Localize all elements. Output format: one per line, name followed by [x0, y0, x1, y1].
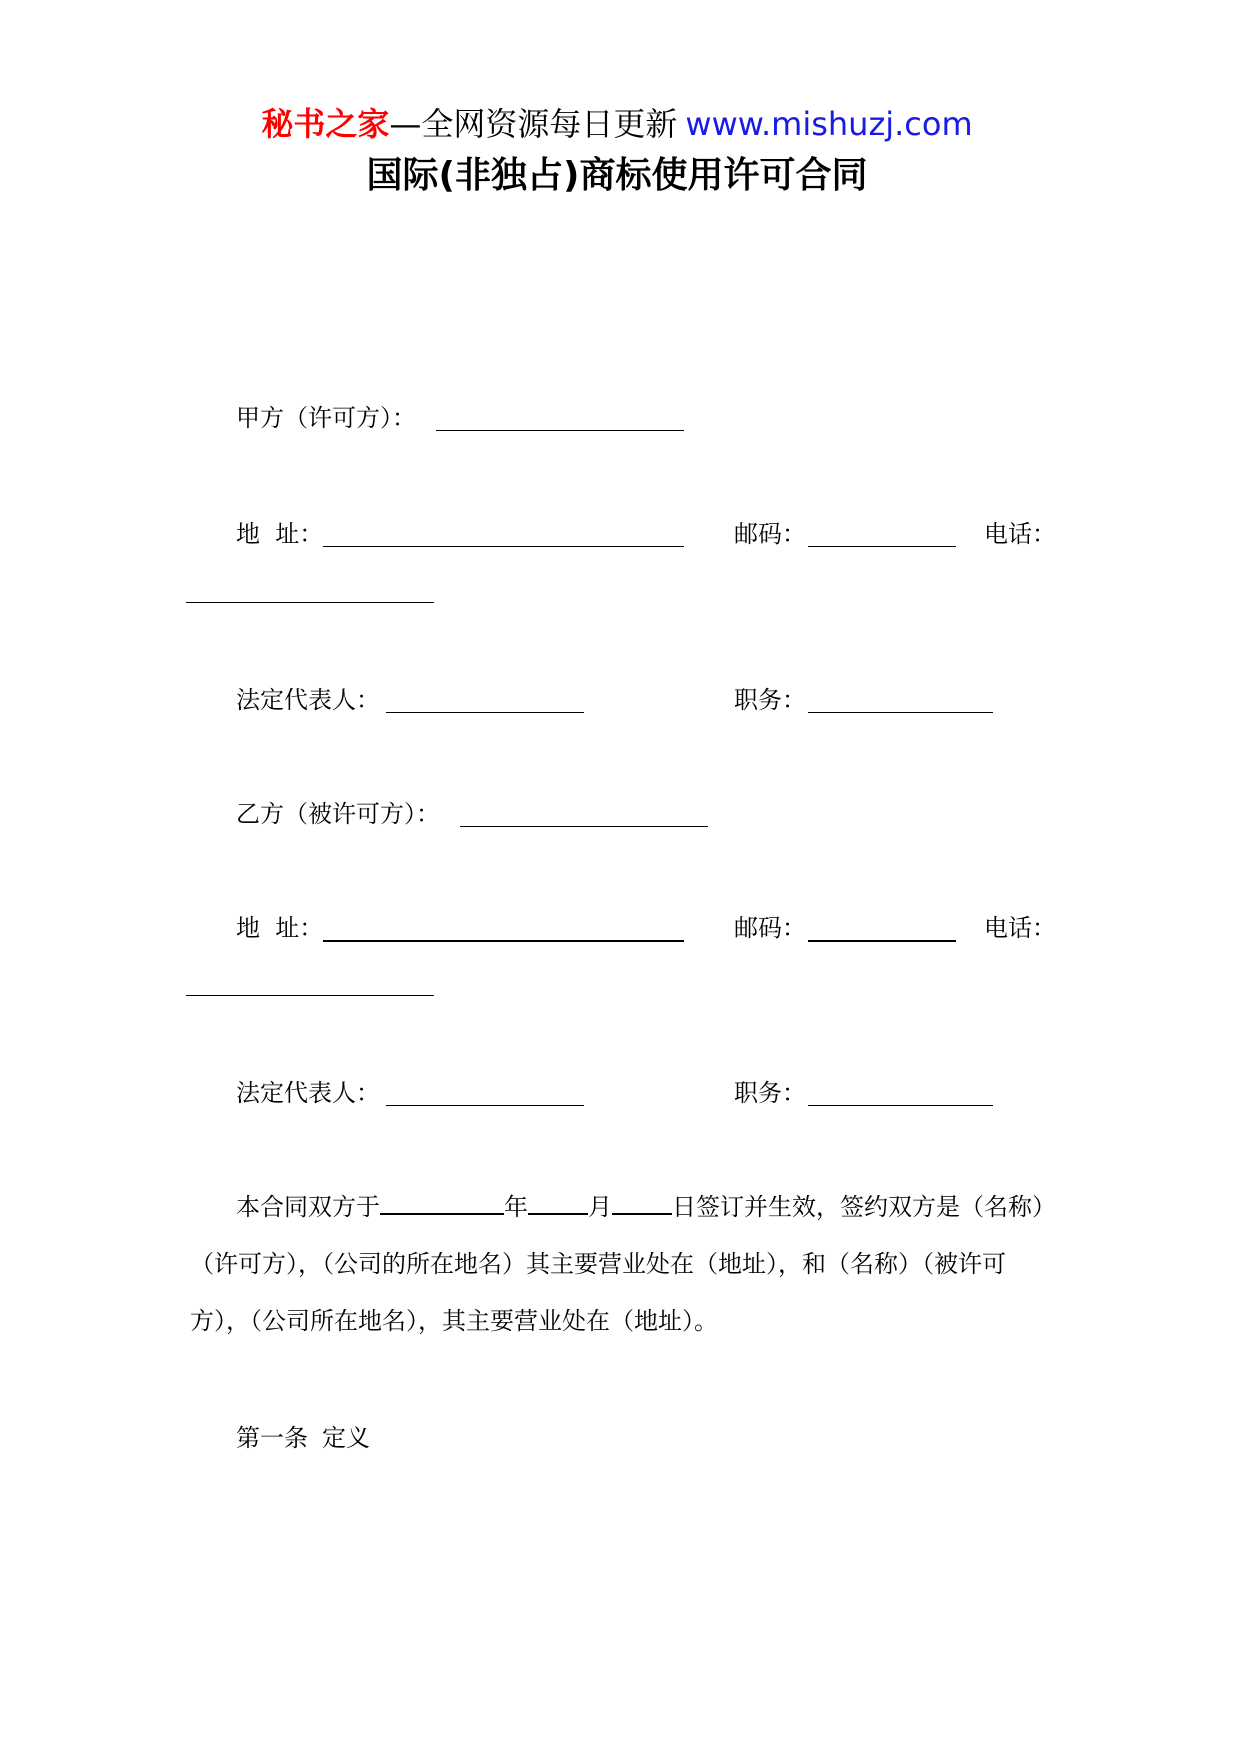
- party-a-phone-label: 电话：: [984, 520, 1056, 548]
- agreement-year: 年: [504, 1193, 528, 1221]
- article-1-title: 定义: [322, 1424, 370, 1452]
- article-1-heading: [236, 1422, 370, 1454]
- agreement-lead: 本合同双方于: [236, 1193, 380, 1221]
- party-a-postcode-label: 邮码：: [734, 520, 806, 548]
- party-b-label: 乙方（被许可方）：: [236, 800, 440, 828]
- party-a-rep-label: 法定代表人：: [236, 686, 380, 714]
- site-url[interactable]: www.mishuzj.com: [685, 105, 973, 143]
- party-b-postcode-field[interactable]: [808, 940, 956, 942]
- party-b-position-field[interactable]: [808, 1105, 993, 1106]
- party-b-phone-field[interactable]: [186, 995, 434, 996]
- party-a-postcode-field[interactable]: [808, 546, 956, 547]
- party-a-address-label: 地 址：: [236, 520, 324, 548]
- party-b-address-field[interactable]: [323, 940, 684, 942]
- date-day-field[interactable]: [612, 1185, 672, 1215]
- party-a-name-field[interactable]: [436, 430, 684, 431]
- header-tagline: —全网资源每日更新: [389, 105, 678, 143]
- party-b-name-field[interactable]: [460, 826, 708, 827]
- party-b-rep-label: 法定代表人：: [236, 1079, 380, 1107]
- party-a-label: 甲方（许可方）：: [236, 404, 416, 432]
- brand-name: 秘书之家: [261, 105, 390, 143]
- agreement-rest: 日签订并生效，签约双方是（名称）（许可方），（公司的所在地名）其主要营业处在（地址），和（名称）（被许可方），（公司所在地名），其主要营业处在（地址）。: [190, 1193, 1044, 1335]
- site-header: [0, 104, 1234, 144]
- party-b-rep-field[interactable]: [386, 1105, 584, 1106]
- party-a-rep-field[interactable]: [386, 712, 584, 713]
- agreement-paragraph: [190, 1179, 1050, 1350]
- party-b-postcode-label: 邮码：: [734, 914, 806, 942]
- party-a-address-field[interactable]: [323, 546, 684, 547]
- document-title: 国际(非独占)商标使用许可合同: [366, 155, 868, 196]
- party-a-position-label: 职务：: [734, 686, 806, 714]
- party-a-position-field[interactable]: [808, 712, 993, 713]
- party-b-position-label: 职务：: [734, 1079, 806, 1107]
- date-month-field[interactable]: [528, 1185, 588, 1215]
- party-b-address-label: 地 址：: [236, 914, 324, 942]
- date-year-field[interactable]: [380, 1185, 504, 1215]
- article-1-number: 第一条: [236, 1424, 308, 1452]
- agreement-month: 月: [588, 1193, 612, 1221]
- party-a-phone-field[interactable]: [186, 602, 434, 603]
- party-b-phone-label: 电话：: [984, 914, 1056, 942]
